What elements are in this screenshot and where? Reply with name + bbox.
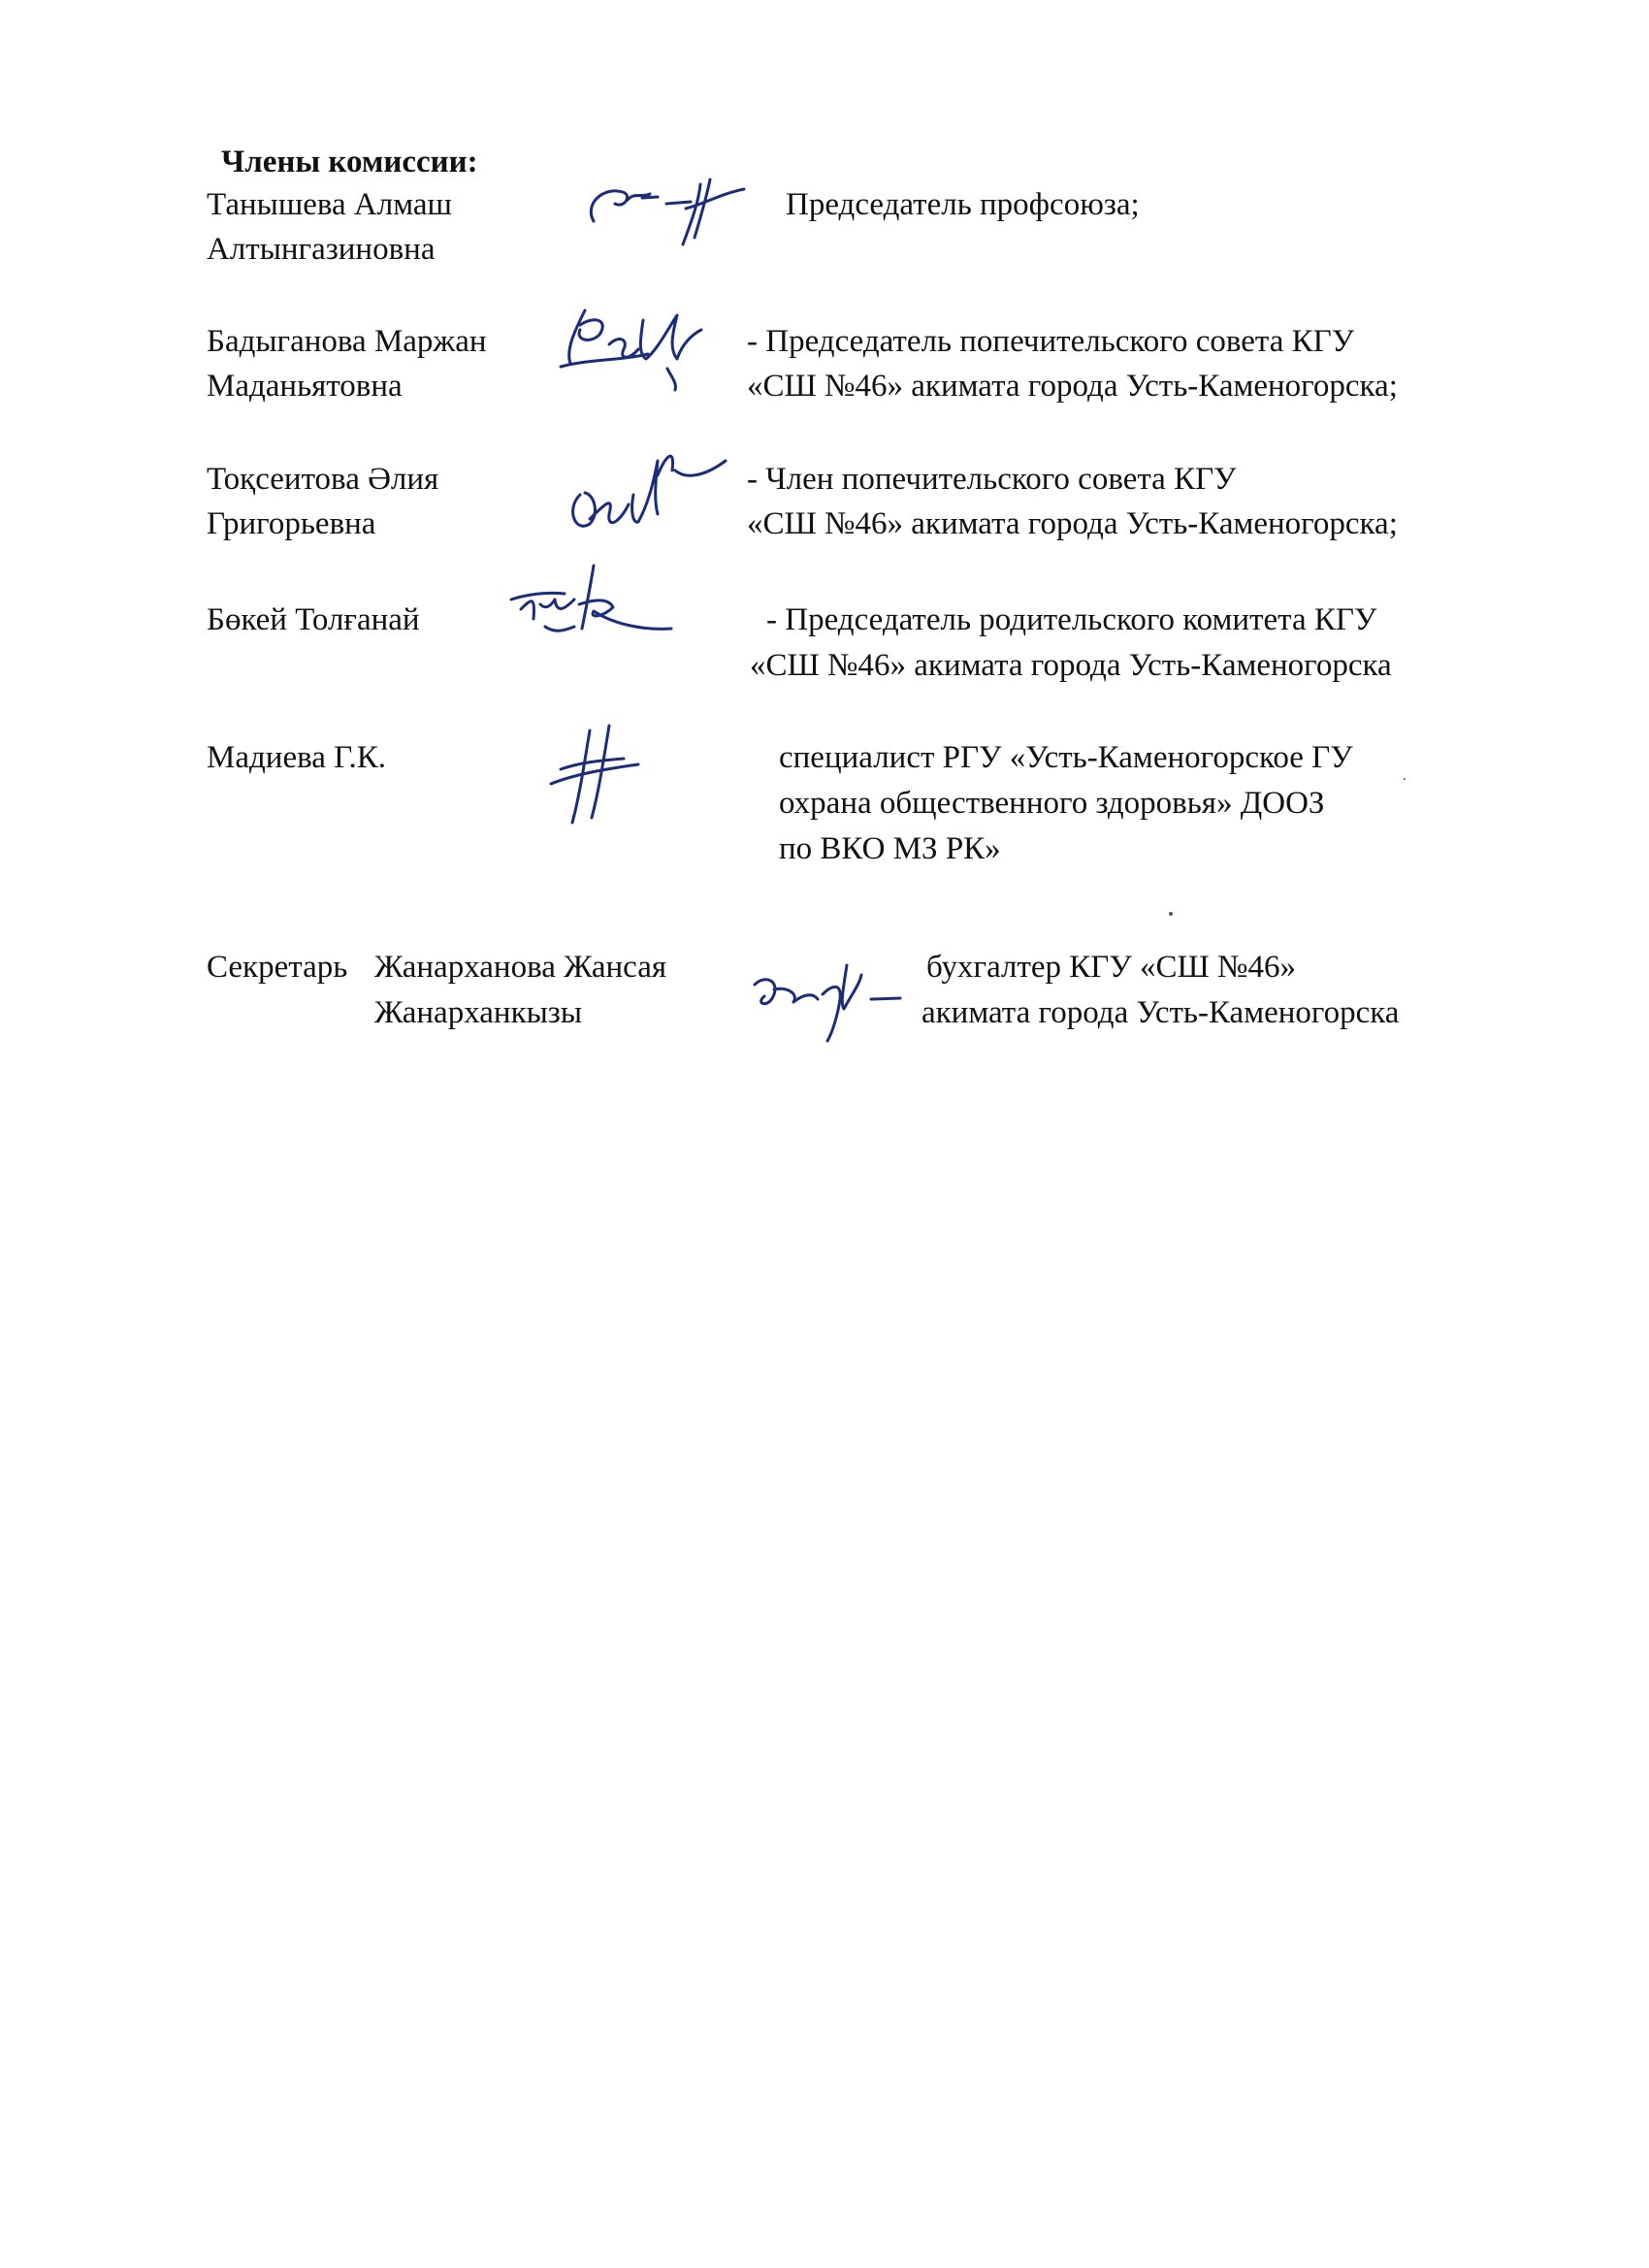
member-2-role-line2: «СШ №46» акимата города Усть-Каменогорска; [747,369,1398,404]
member-3-signature [561,437,735,543]
secretary-role-line2: акимата города Усть-Каменогорска [922,995,1400,1030]
member-5-role-line1: специалист РГУ «Усть-Каменогорское ГУ [779,740,1353,775]
secretary-title: Секретарь [207,950,348,985]
member-3-name-line2: Григорьевна [207,506,376,541]
member-3-role-line2: «СШ №46» акимата города Усть-Каменогорска; [747,506,1398,541]
secretary-name-line1: Жанарханова Жансая [374,950,667,985]
member-5-name-line1: Мадиева Г.К. [207,740,386,775]
member-5-signature [532,716,658,832]
member-4-signature [497,551,681,658]
member-1-role-line1: Председатель профсоюза; [786,187,1140,222]
scan-speck [1404,778,1406,780]
member-4-name-line1: Бөкей Толғанай [207,602,420,637]
member-2-role-line1: - Председатель попечительского совета КГУ [747,324,1355,359]
secretary-role-line1: бухгалтер КГУ «СШ №46» [926,950,1297,985]
member-3-name-line1: Тоқсеитова Әлия [207,462,439,497]
member-2-name-line2: Маданьятовна [207,369,403,404]
member-3-role-line1: - Член попечительского совета КГУ [747,462,1237,497]
member-1-name-line1: Танышева Алмаш [207,187,452,222]
secretary-name-line2: Жанарханкызы [374,995,582,1030]
scan-speck [1169,912,1173,916]
member-2-name-line1: Бадыганова Маржан [207,324,487,359]
member-1-signature [574,165,759,252]
member-4-role-line1: - Председатель родительского комитета КГУ [766,602,1377,637]
member-5-role-line3: по ВКО МЗ РК» [779,831,1001,866]
member-4-role-line2: «СШ №46» акимата города Усть-Каменогорска [750,648,1392,683]
member-1-name-line2: Алтынгазиновна [207,232,436,267]
commission-heading: Члены комиссии: [221,145,478,179]
member-5-role-line2: охрана общественного здоровья» ДООЗ [779,786,1325,821]
member-2-signature [532,291,716,398]
secretary-signature [745,956,910,1043]
